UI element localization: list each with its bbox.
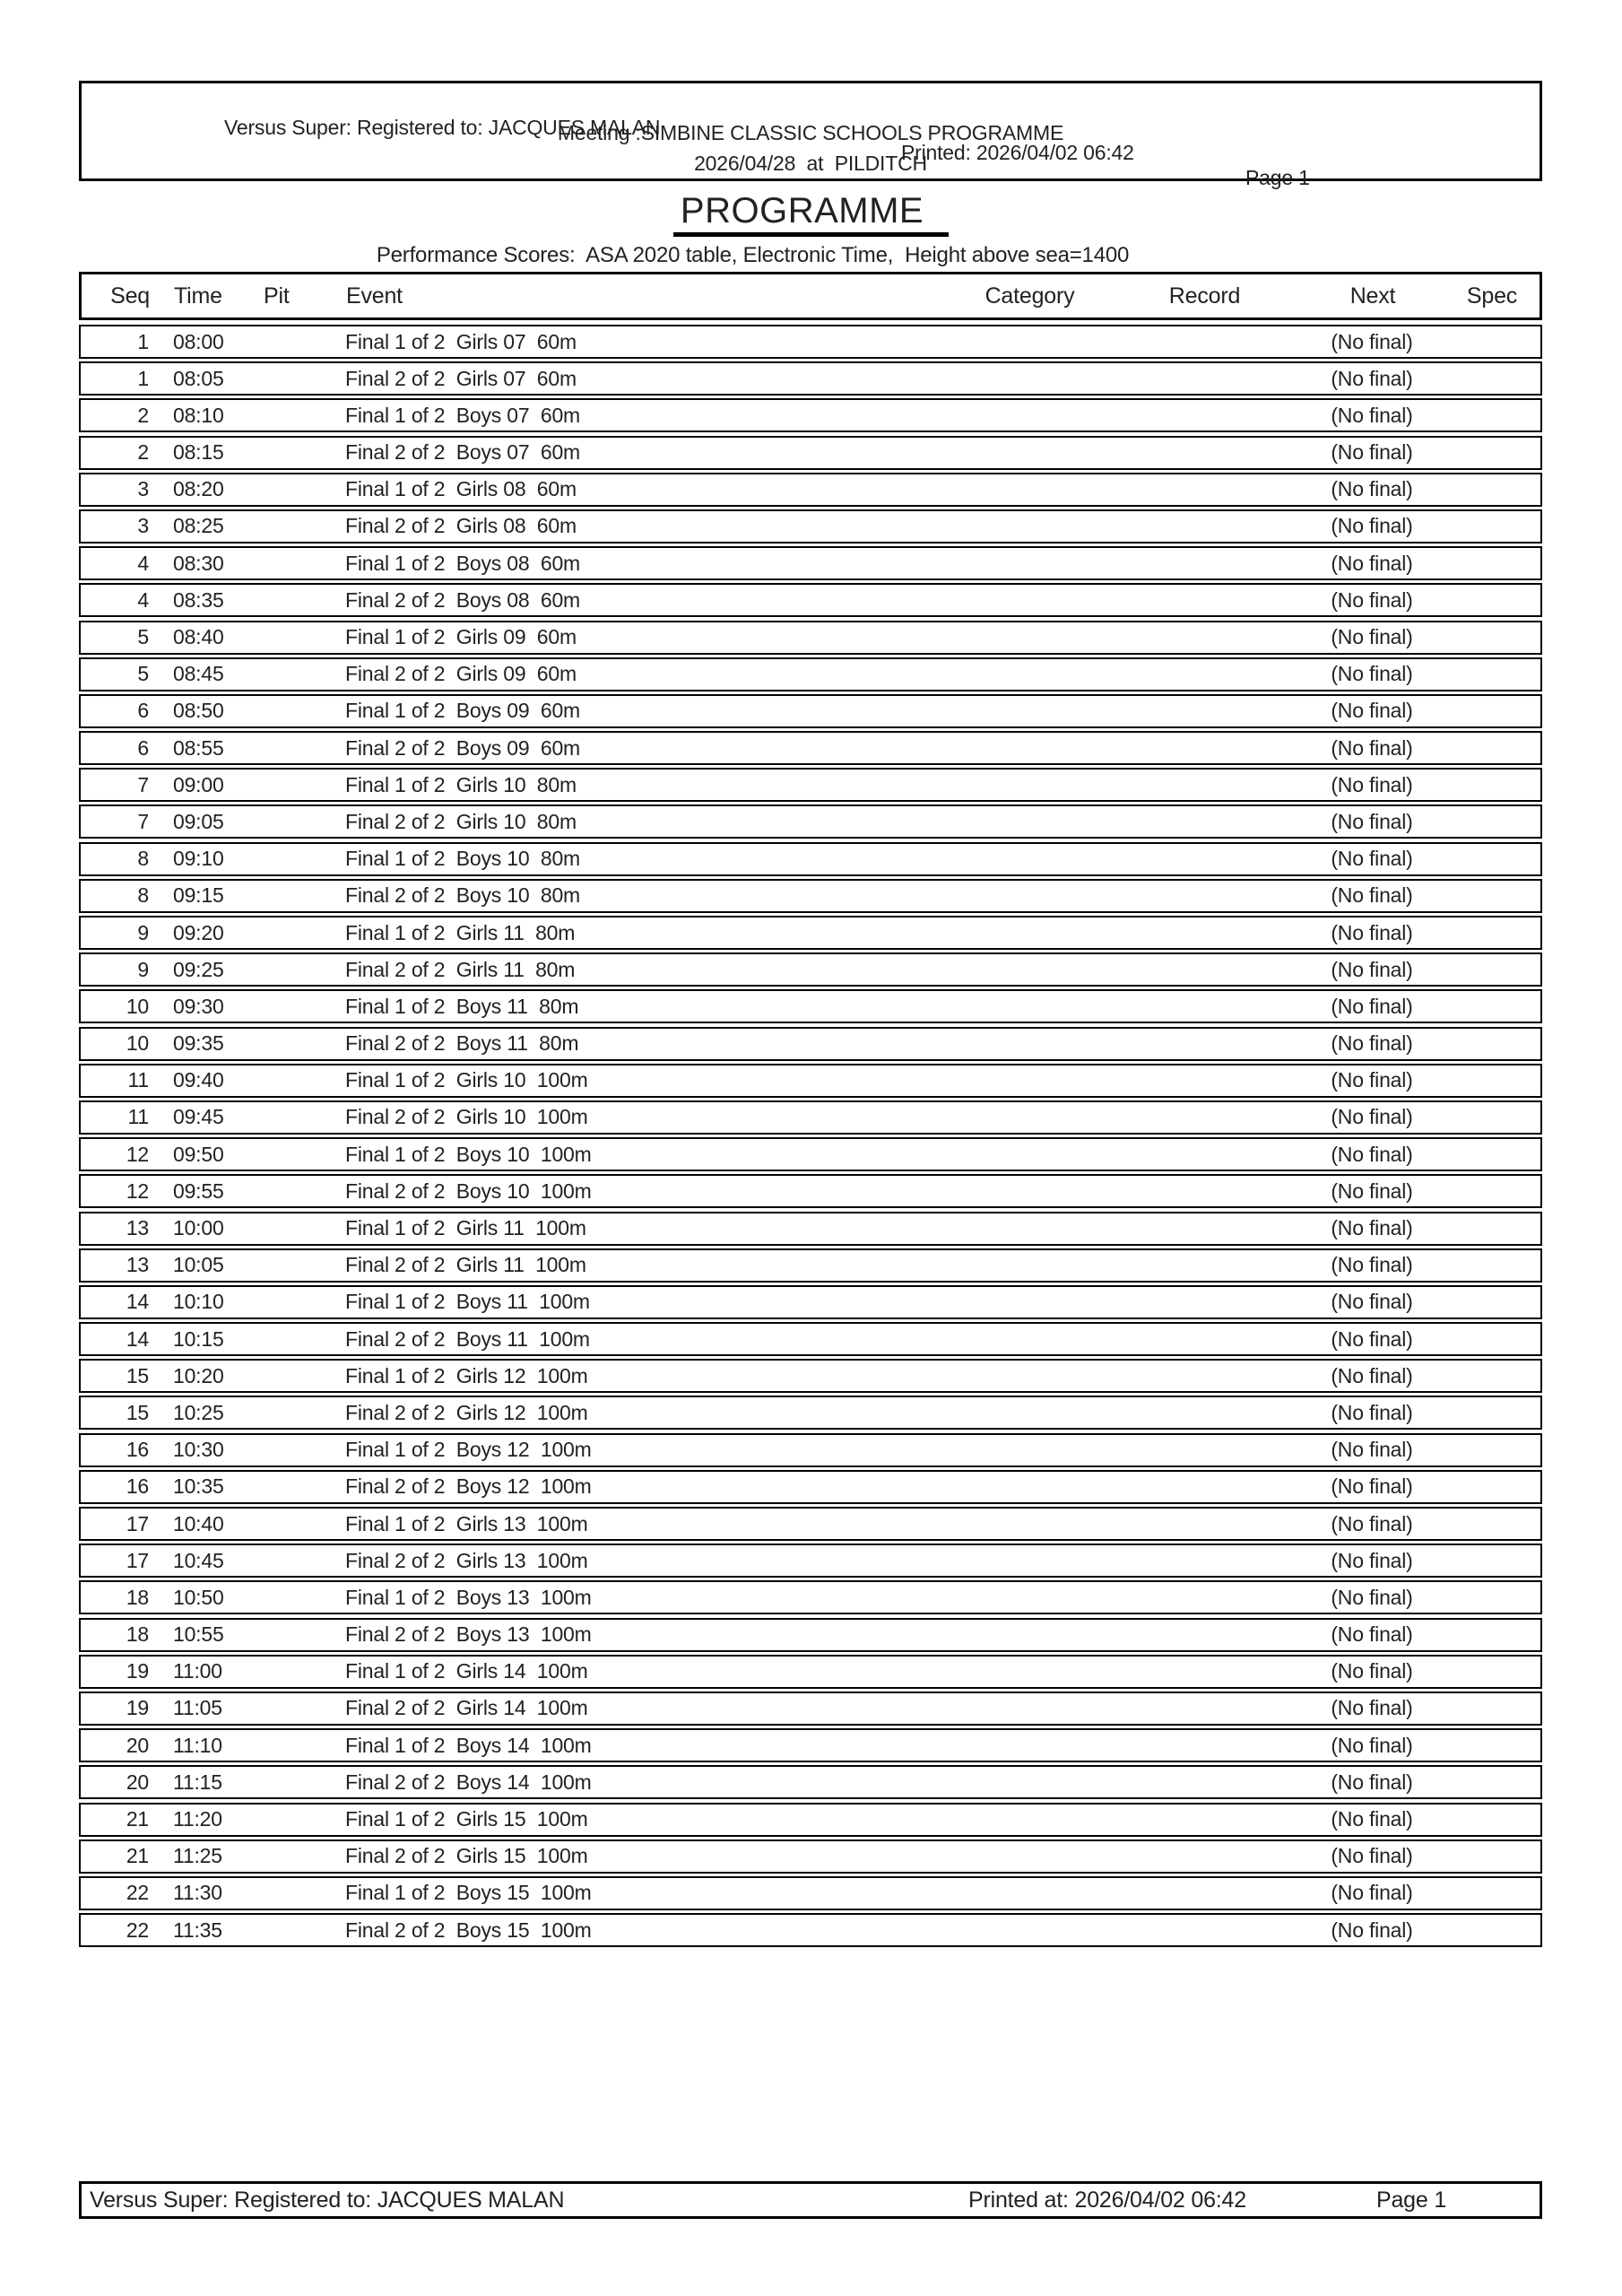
row-next: (No final) <box>1331 699 1413 723</box>
table-row <box>79 325 1542 359</box>
row-seq: 19 <box>126 1696 149 1720</box>
row-next: (No final) <box>1331 1216 1413 1239</box>
row-event: Final 2 of 2 Girls 07 60m <box>345 366 577 390</box>
row-next: (No final) <box>1331 1548 1413 1572</box>
table-row <box>79 1839 1542 1874</box>
row-next: (No final) <box>1331 1585 1413 1609</box>
row-next: (No final) <box>1331 809 1413 833</box>
table-row <box>79 473 1542 507</box>
row-next: (No final) <box>1331 1178 1413 1203</box>
registered-to-text: Versus Super: Registered to: JACQUES MALAN <box>224 116 661 139</box>
table-row <box>79 1544 1542 1578</box>
row-next: (No final) <box>1331 587 1413 612</box>
row-seq: 2 <box>137 440 149 465</box>
table-row <box>79 1174 1542 1208</box>
table-row <box>79 1618 1542 1652</box>
row-next: (No final) <box>1331 1511 1413 1535</box>
row-time: 09:00 <box>173 772 224 796</box>
row-event: Final 2 of 2 Boys 08 60m <box>345 587 580 612</box>
row-seq: 20 <box>126 1733 149 1757</box>
row-seq: 4 <box>137 551 149 575</box>
row-next: (No final) <box>1331 1696 1413 1720</box>
row-event: Final 2 of 2 Boys 15 100m <box>345 1918 592 1942</box>
row-next: (No final) <box>1331 1770 1413 1794</box>
table-row <box>79 1765 1542 1799</box>
table-row <box>79 1433 1542 1467</box>
row-event: Final 1 of 2 Boys 09 60m <box>345 699 580 723</box>
table-row <box>79 694 1542 728</box>
table-row <box>79 1212 1542 1246</box>
row-time: 11:20 <box>173 1807 222 1831</box>
row-next: (No final) <box>1331 1290 1413 1314</box>
report-header-box <box>79 81 1542 189</box>
row-time: 08:55 <box>173 735 224 760</box>
row-event: Final 2 of 2 Girls 10 100m <box>345 1105 588 1129</box>
row-next: (No final) <box>1331 847 1413 871</box>
row-seq: 4 <box>137 587 149 612</box>
row-time: 08:25 <box>173 514 224 538</box>
row-next: (No final) <box>1331 883 1413 908</box>
column-header-record: Record <box>1168 283 1241 309</box>
row-seq: 14 <box>126 1290 149 1314</box>
column-header-pit: Pit <box>264 283 290 309</box>
table-row <box>79 1396 1542 1430</box>
footer-page-number: Page 1 <box>1376 2187 1447 2213</box>
table-header <box>79 272 1542 320</box>
row-seq: 3 <box>137 477 149 501</box>
row-time: 10:20 <box>173 1363 224 1387</box>
row-time: 09:20 <box>173 920 224 944</box>
row-time: 08:00 <box>173 329 224 353</box>
row-seq: 10 <box>126 994 149 1018</box>
row-event: Final 1 of 2 Boys 15 100m <box>345 1881 592 1905</box>
row-event: Final 1 of 2 Boys 13 100m <box>345 1585 592 1609</box>
table-row <box>79 1913 1542 1947</box>
row-seq: 15 <box>126 1400 149 1424</box>
row-event: Final 2 of 2 Boys 07 60m <box>345 440 580 465</box>
row-time: 10:05 <box>173 1253 224 1277</box>
table-row <box>79 768 1542 802</box>
row-seq: 20 <box>126 1770 149 1794</box>
row-next: (No final) <box>1331 1622 1413 1647</box>
footer-registered-to-text: Versus Super: Registered to: JACQUES MALAN <box>90 2187 565 2213</box>
row-event: Final 1 of 2 Girls 08 60m <box>345 477 577 501</box>
row-time: 09:10 <box>173 847 224 871</box>
row-time: 08:05 <box>173 366 224 390</box>
row-seq: 18 <box>126 1585 149 1609</box>
row-seq: 14 <box>126 1326 149 1351</box>
row-event: Final 2 of 2 Girls 09 60m <box>345 662 577 686</box>
row-time: 09:15 <box>173 883 224 908</box>
row-event: Final 1 of 2 Boys 11 100m <box>345 1290 590 1314</box>
row-time: 10:15 <box>173 1326 224 1351</box>
table-row <box>79 1100 1542 1135</box>
table-row <box>79 1285 1542 1319</box>
row-time: 09:50 <box>173 1142 224 1166</box>
row-seq: 1 <box>137 366 149 390</box>
row-event: Final 1 of 2 Boys 10 100m <box>345 1142 592 1166</box>
row-time: 10:30 <box>173 1438 224 1462</box>
row-next: (No final) <box>1331 920 1413 944</box>
row-time: 11:05 <box>173 1696 222 1720</box>
row-event: Final 1 of 2 Boys 07 60m <box>345 403 580 427</box>
row-time: 11:00 <box>173 1659 222 1683</box>
row-event: Final 1 of 2 Girls 12 100m <box>345 1363 588 1387</box>
row-time: 09:45 <box>173 1105 224 1129</box>
row-seq: 21 <box>126 1807 149 1831</box>
row-seq: 17 <box>126 1511 149 1535</box>
row-seq: 8 <box>137 883 149 908</box>
row-seq: 7 <box>137 809 149 833</box>
row-next: (No final) <box>1331 1733 1413 1757</box>
row-seq: 16 <box>126 1438 149 1462</box>
meeting-date-venue: 2026/04/28 at PILDITCH <box>694 152 927 175</box>
row-next: (No final) <box>1331 1142 1413 1166</box>
row-event: Final 1 of 2 Boys 14 100m <box>345 1733 592 1757</box>
footer-printed-timestamp: Printed at: 2026/04/02 06:42 <box>968 2187 1246 2213</box>
meeting-name: Meeting :SIMBINE CLASSIC SCHOOLS PROGRAMME <box>557 121 1064 144</box>
row-time: 10:50 <box>173 1585 224 1609</box>
row-event: Final 2 of 2 Girls 08 60m <box>345 514 577 538</box>
row-next: (No final) <box>1331 1844 1413 1868</box>
row-time: 08:45 <box>173 662 224 686</box>
row-next: (No final) <box>1331 514 1413 538</box>
row-time: 09:40 <box>173 1068 224 1092</box>
row-event: Final 1 of 2 Girls 07 60m <box>345 329 577 353</box>
table-row <box>79 1027 1542 1061</box>
row-event: Final 1 of 2 Girls 14 100m <box>345 1659 588 1683</box>
row-time: 11:25 <box>173 1844 222 1868</box>
row-event: Final 2 of 2 Boys 13 100m <box>345 1622 592 1647</box>
table-row <box>79 842 1542 876</box>
row-next: (No final) <box>1331 1253 1413 1277</box>
table-body <box>79 325 1542 1950</box>
row-seq: 13 <box>126 1253 149 1277</box>
row-event: Final 2 of 2 Girls 12 100m <box>345 1400 588 1424</box>
row-seq: 17 <box>126 1548 149 1572</box>
table-row <box>79 1248 1542 1283</box>
row-next: (No final) <box>1331 1031 1413 1056</box>
row-seq: 10 <box>126 1031 149 1056</box>
row-seq: 9 <box>137 920 149 944</box>
row-event: Final 2 of 2 Girls 11 100m <box>345 1253 586 1277</box>
column-header-category: Category <box>984 283 1075 309</box>
table-row <box>79 1470 1542 1504</box>
table-row <box>79 361 1542 396</box>
row-next: (No final) <box>1331 662 1413 686</box>
row-next: (No final) <box>1331 1918 1413 1942</box>
row-next: (No final) <box>1331 1807 1413 1831</box>
page-title: PROGRAMME <box>673 192 949 237</box>
row-seq: 18 <box>126 1622 149 1647</box>
table-row <box>79 989 1542 1023</box>
printed-timestamp: Printed: 2026/04/02 06:42 <box>901 141 1134 164</box>
table-row <box>79 1507 1542 1541</box>
row-next: (No final) <box>1331 477 1413 501</box>
row-event: Final 2 of 2 Boys 10 80m <box>345 883 580 908</box>
row-seq: 11 <box>127 1068 149 1092</box>
row-event: Final 1 of 2 Girls 09 60m <box>345 625 577 648</box>
row-seq: 11 <box>127 1105 149 1129</box>
row-next: (No final) <box>1331 1881 1413 1905</box>
row-seq: 6 <box>137 735 149 760</box>
row-seq: 1 <box>137 329 149 353</box>
row-seq: 21 <box>126 1844 149 1868</box>
row-next: (No final) <box>1331 1068 1413 1092</box>
row-seq: 12 <box>126 1142 149 1166</box>
row-event: Final 2 of 2 Boys 10 100m <box>345 1178 592 1203</box>
table-row <box>79 952 1542 987</box>
column-header-seq: Seq <box>110 283 150 309</box>
row-seq: 3 <box>137 514 149 538</box>
title-row <box>0 192 1622 237</box>
row-event: Final 2 of 2 Girls 10 80m <box>345 809 577 833</box>
row-time: 08:50 <box>173 699 224 723</box>
table-row <box>79 1655 1542 1689</box>
row-event: Final 2 of 2 Boys 09 60m <box>345 735 580 760</box>
column-header-event: Event <box>346 283 403 309</box>
row-next: (No final) <box>1331 366 1413 390</box>
table-row <box>79 1359 1542 1393</box>
row-event: Final 2 of 2 Boys 11 80m <box>345 1031 579 1056</box>
row-event: Final 2 of 2 Girls 11 80m <box>345 957 576 981</box>
row-seq: 13 <box>126 1216 149 1239</box>
report-footer-box <box>79 2181 1542 2219</box>
row-seq: 2 <box>137 403 149 427</box>
row-time: 10:25 <box>173 1400 224 1424</box>
row-time: 11:10 <box>173 1733 222 1757</box>
row-time: 08:30 <box>173 551 224 575</box>
row-event: Final 1 of 2 Boys 11 80m <box>345 994 579 1018</box>
performance-scores-line: Performance Scores: ASA 2020 table, Electronic Time, Height above sea=1400 <box>376 243 1130 267</box>
row-next: (No final) <box>1331 440 1413 465</box>
row-seq: 22 <box>126 1881 149 1905</box>
table-row <box>79 546 1542 580</box>
row-time: 10:40 <box>173 1511 224 1535</box>
row-time: 09:30 <box>173 994 224 1018</box>
row-next: (No final) <box>1331 1400 1413 1424</box>
row-seq: 22 <box>126 1918 149 1942</box>
row-next: (No final) <box>1331 735 1413 760</box>
row-next: (No final) <box>1331 957 1413 981</box>
row-seq: 9 <box>137 957 149 981</box>
row-next: (No final) <box>1331 1438 1413 1462</box>
row-time: 10:55 <box>173 1622 224 1647</box>
row-time: 10:35 <box>173 1474 224 1499</box>
page-number: Page 1 <box>1245 166 1310 189</box>
row-event: Final 1 of 2 Boys 10 80m <box>345 847 580 871</box>
row-seq: 19 <box>126 1659 149 1683</box>
table-row <box>79 1692 1542 1726</box>
row-time: 09:35 <box>173 1031 224 1056</box>
row-time: 10:10 <box>173 1290 224 1314</box>
table-row <box>79 509 1542 544</box>
row-time: 08:20 <box>173 477 224 501</box>
row-next: (No final) <box>1331 625 1413 648</box>
table-row <box>79 1064 1542 1098</box>
row-time: 08:35 <box>173 587 224 612</box>
row-event: Final 1 of 2 Girls 11 80m <box>345 920 576 944</box>
column-header-next: Next <box>1349 283 1396 309</box>
table-row <box>79 916 1542 950</box>
row-event: Final 1 of 2 Girls 10 80m <box>345 772 577 796</box>
table-row <box>79 1876 1542 1910</box>
row-seq: 16 <box>126 1474 149 1499</box>
row-event: Final 1 of 2 Boys 12 100m <box>345 1438 592 1462</box>
row-event: Final 2 of 2 Girls 13 100m <box>345 1548 588 1572</box>
table-row <box>79 1728 1542 1762</box>
row-event: Final 1 of 2 Boys 08 60m <box>345 551 580 575</box>
row-time: 11:30 <box>173 1881 222 1905</box>
row-next: (No final) <box>1331 994 1413 1018</box>
row-event: Final 1 of 2 Girls 15 100m <box>345 1807 588 1831</box>
row-next: (No final) <box>1331 772 1413 796</box>
row-next: (No final) <box>1331 403 1413 427</box>
row-next: (No final) <box>1331 1474 1413 1499</box>
row-event: Final 2 of 2 Boys 12 100m <box>345 1474 592 1499</box>
row-time: 11:15 <box>173 1770 222 1794</box>
row-event: Final 1 of 2 Girls 13 100m <box>345 1511 588 1535</box>
table-row <box>79 879 1542 913</box>
table-row <box>79 1580 1542 1614</box>
table-row <box>79 583 1542 617</box>
row-seq: 5 <box>137 625 149 648</box>
table-row <box>79 621 1542 655</box>
row-time: 09:55 <box>173 1178 224 1203</box>
row-time: 08:15 <box>173 440 224 465</box>
row-seq: 8 <box>137 847 149 871</box>
row-next: (No final) <box>1331 1659 1413 1683</box>
row-seq: 15 <box>126 1363 149 1387</box>
table-row <box>79 1137 1542 1171</box>
row-event: Final 1 of 2 Girls 10 100m <box>345 1068 588 1092</box>
table-row <box>79 1322 1542 1356</box>
table-row <box>79 657 1542 691</box>
row-event: Final 2 of 2 Boys 14 100m <box>345 1770 592 1794</box>
column-header-time: Time <box>174 283 222 309</box>
row-next: (No final) <box>1331 1105 1413 1129</box>
row-time: 09:25 <box>173 957 224 981</box>
row-event: Final 2 of 2 Girls 15 100m <box>345 1844 588 1868</box>
row-seq: 7 <box>137 772 149 796</box>
row-time: 10:45 <box>173 1548 224 1572</box>
table-row <box>79 398 1542 432</box>
row-time: 09:05 <box>173 809 224 833</box>
row-time: 08:40 <box>173 625 224 648</box>
row-seq: 6 <box>137 699 149 723</box>
row-next: (No final) <box>1331 551 1413 575</box>
table-row <box>79 804 1542 839</box>
column-header-spec: Spec <box>1466 283 1518 309</box>
row-time: 10:00 <box>173 1216 224 1239</box>
row-time: 08:10 <box>173 403 224 427</box>
row-time: 11:35 <box>173 1918 222 1942</box>
row-event: Final 2 of 2 Girls 14 100m <box>345 1696 588 1720</box>
row-next: (No final) <box>1331 329 1413 353</box>
row-next: (No final) <box>1331 1326 1413 1351</box>
table-row <box>79 731 1542 765</box>
row-event: Final 2 of 2 Boys 11 100m <box>345 1326 590 1351</box>
table-row <box>79 436 1542 470</box>
row-seq: 5 <box>137 662 149 686</box>
row-next: (No final) <box>1331 1363 1413 1387</box>
row-seq: 12 <box>126 1178 149 1203</box>
row-event: Final 1 of 2 Girls 11 100m <box>345 1216 586 1239</box>
table-row <box>79 1803 1542 1837</box>
